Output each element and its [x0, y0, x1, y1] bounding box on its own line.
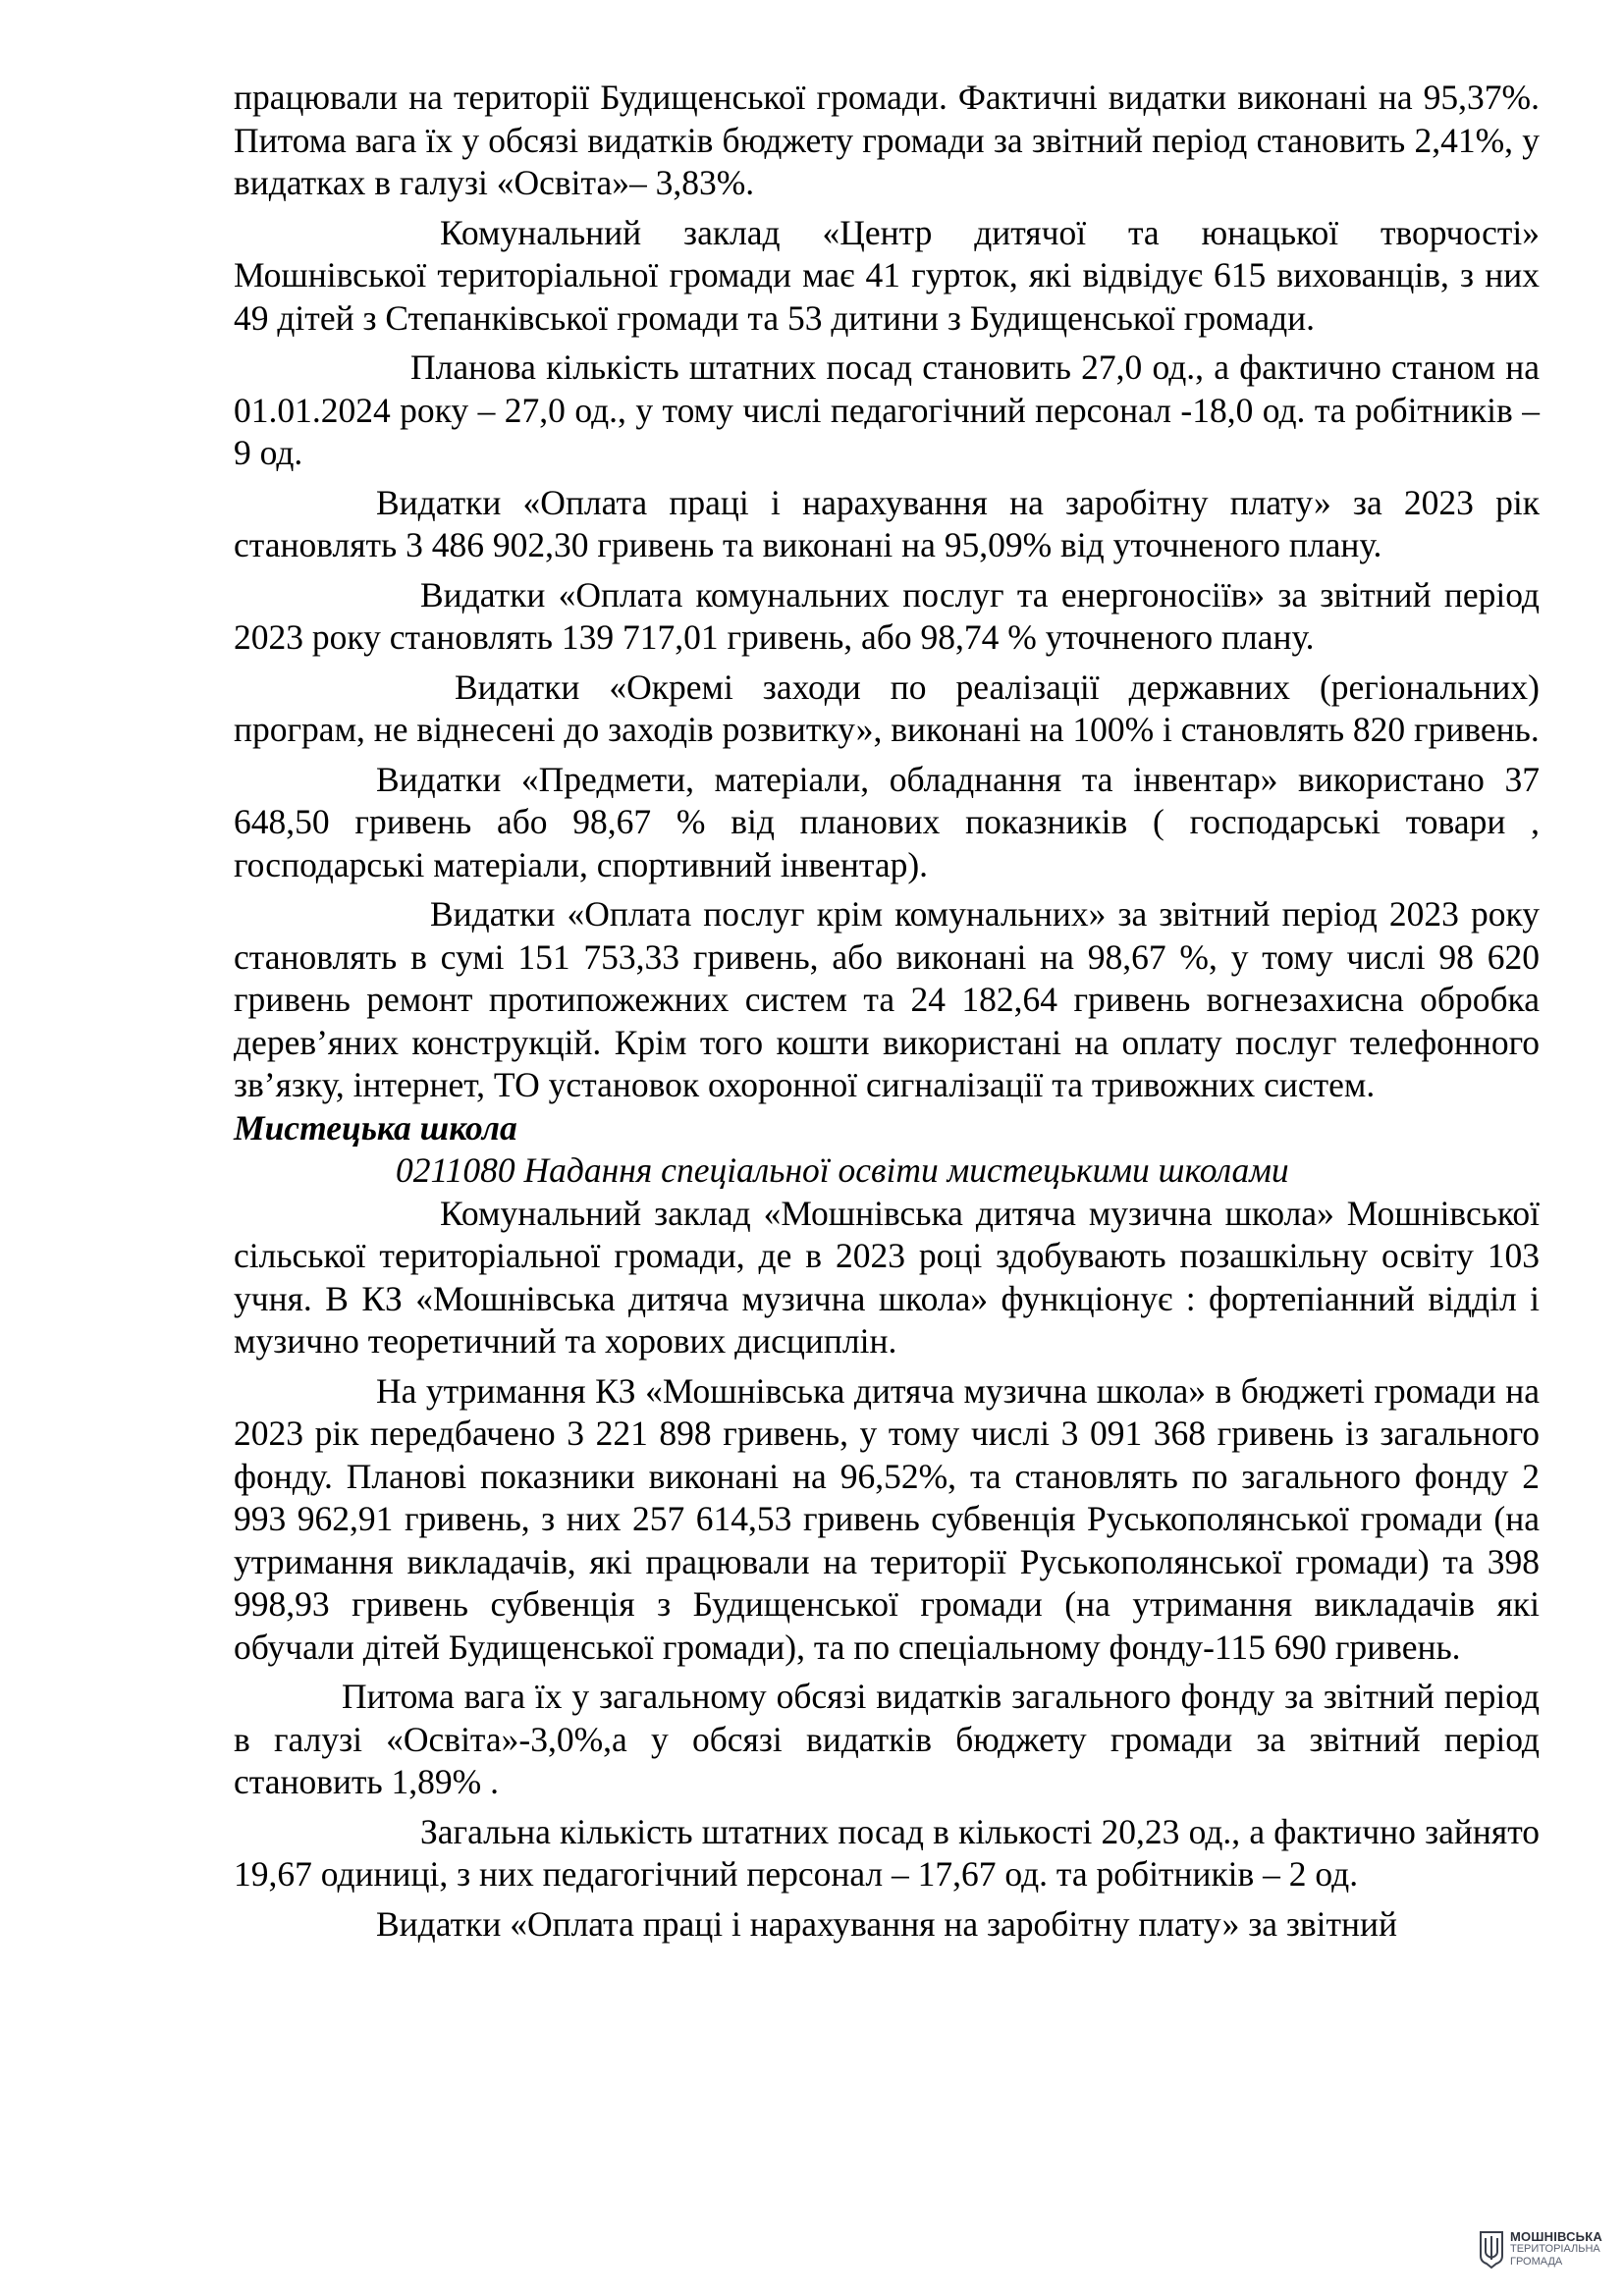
paragraph-youth-center-materials: Видатки «Предмети, матеріали, обладнання та інвентар» використано 37 648,50 гривень або 98,67 % від планових показників ( господарські товари , господарські матеріали, спортивний інвентар). — [234, 759, 1540, 884]
paragraph-youth-center-salary: Видатки «Оплата праці і нарахування на заробітну плату» за 2023 рік становлять 3 486 902,30 гривень та виконані на 95,09% від уточненого плану. — [234, 482, 1540, 564]
section-subheading: 0211080 Надання спеціальної освіти мистецькими школами — [396, 1150, 1289, 1190]
logo-line-1: МОШНІВСЬКА — [1510, 2228, 1602, 2244]
paragraph-music-school-salary: Видатки «Оплата праці і нарахування на заробітну плату» за звітний — [376, 1903, 1398, 1944]
paragraph-music-school-staff: Загальна кількість штатних посад в кількості 20,23 од., а фактично зайнято 19,67 одиниці, з них педагогічний персонал – 17,67 од. та робітників – 2 од. — [234, 1811, 1540, 1894]
community-logo — [1479, 2228, 1602, 2269]
section-heading: Мистецька школа — [234, 1107, 517, 1148]
paragraph-youth-center-programs: Видатки «Окремі заходи по реалізації державних (регіональних) програм, не віднесені до заходів розвитку», виконані на 100% і становлять 820 гривень. — [234, 667, 1540, 749]
paragraph-youth-center-utilities: Видатки «Оплата комунальних послуг та енергоносіїв» за звітний період 2023 року становлять 139 717,01 гривень, або 98,74 % уточненого плану. — [234, 574, 1540, 657]
paragraph-youth-center-staff: Планова кількість штатних посад становить 27,0 од., а фактично станом на 01.01.2024 року – 27,0 од., у тому числі педагогічний персонал -18,0 од. та робітників – 9 од. — [234, 347, 1540, 472]
paragraph-youth-center-services: Видатки «Оплата послуг крім комунальних» за звітний період 2023 року становлять в сумі 151 753,33 гривень, або виконані на 98,67 %, у тому числі 98 620 гривень ремонт протипожежних систем та 24 182,64 гривень вогнезахисна обробка дерев’яних конструкцій. Крім того кошти використані на оплату послуг телефонного зв’язку, інтернет, ТО установок охоронної сигналізації та тривожних систем. — [234, 894, 1540, 1104]
paragraph-music-school-share: Питома вага їх у загальному обсязі видатків загального фонду за звітний період в галузі «Освіта»-3,0%,а у обсязі видатків бюджету громади за звітний період становить 1,89% . — [234, 1677, 1540, 1801]
trident-emblem-icon — [1479, 2228, 1504, 2269]
paragraph-budyshche-expenses: працювали на території Будищенської громади. Фактичні видатки виконані на 95,37%. Питома вага їх у обсязі видатків бюджету громади за звітний період становить 2,41%, у видатках в галузі «Освіта»– 3,83%. — [234, 78, 1540, 202]
paragraph-music-school-budget: На утримання КЗ «Мошнівська дитяча музична школа» в бюджеті громади на 2023 рік передбачено 3 221 898 гривень, у тому числі 3 091 368 гривень із загального фонду. Планові показники виконані на 96,52%, та становлять по загального фонду 2 993 962,91 гривень, з них 257 614,53 гривень субвенція Руськополянської громади (на утримання викладачів, які працювали на території Руськополянської громади) та 398 998,93 гривень субвенція з Будищенської громади (на утримання викладачів які обучали дітей Будищенської громади), та по спеціальному фонду-115 690 гривень. — [234, 1370, 1540, 1667]
logo-text — [1510, 2230, 1602, 2269]
logo-line-2: ТЕРИТОРІАЛЬНА — [1510, 2242, 1600, 2255]
paragraph-youth-center-intro: Комунальний заклад «Центр дитячої та юнацької творчості» Мошнівської територіальної громади має 41 гурток, які відвідує 615 вихованців, з них 49 дітей з Степанківської громади та 53 дитини з Будищенської громади. — [234, 212, 1540, 338]
paragraph-music-school-intro: Комунальний заклад «Мошнівська дитяча музична школа» Мошнівської сільської територіальної громади, де в 2023 році здобувають позашкільну освіту 103 учня. В КЗ «Мошнівська дитяча музична школа» функціонує : фортепіанний відділ і музично теоретичний та хорових дисциплін. — [234, 1193, 1540, 1361]
logo-line-3: ГРОМАДА — [1510, 2255, 1563, 2268]
document-page — [234, 77, 1540, 1946]
